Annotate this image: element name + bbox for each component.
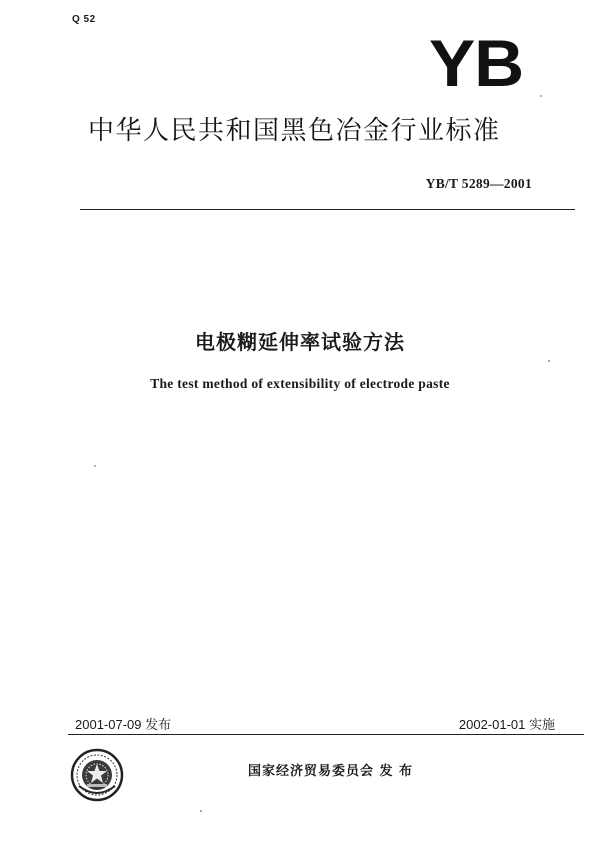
scan-speck <box>540 95 542 97</box>
classification-code: Q 52 <box>72 14 96 25</box>
bottom-divider <box>68 734 584 735</box>
yb-logo: YB <box>429 26 524 100</box>
scan-speck <box>94 465 96 467</box>
issue-date: 2001-07-09 发布 <box>75 717 172 732</box>
scan-speck <box>548 360 550 362</box>
top-divider <box>80 209 575 210</box>
standard-number: YB/T 5289—2001 <box>425 176 532 191</box>
scan-speck <box>200 810 202 812</box>
state-emblem-seal-icon <box>70 748 124 802</box>
document-title-chinese: 电极糊延伸率试验方法 <box>195 330 405 354</box>
document-title-english: The test method of extensibility of electrode paste <box>150 376 450 391</box>
publisher: 国家经济贸易委员会 发 布 <box>248 764 414 779</box>
standard-organization-title: 中华人民共和国黑色冶金行业标准 <box>88 116 501 146</box>
implementation-date: 2002-01-01 实施 <box>458 717 555 732</box>
